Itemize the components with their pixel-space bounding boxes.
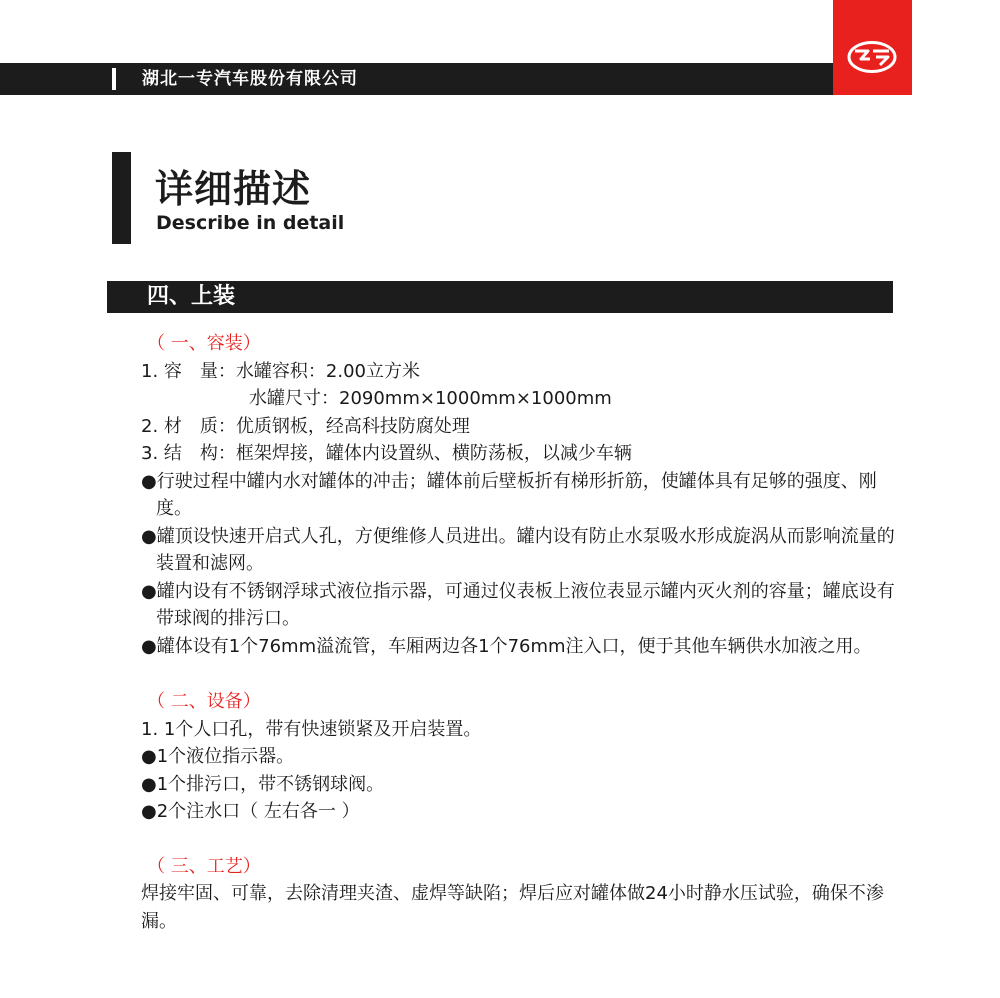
level-indicator-bullet: ●罐内设有不锈钢浮球式液位指示器，可通过仪表板上液位表显示罐内灭火剂的容量；罐底设有带球阀的排污口。 — [141, 580, 895, 629]
page-subtitle: Describe in detail — [156, 212, 345, 234]
process-text: 焊接牢固、可靠，去除清理夹渣、虚焊等缺陷；焊后应对罐体做24小时静水压试验，确保不渗漏。 — [141, 883, 884, 932]
overflow-bullet: ●罐体设有1个76mm溢流管，车厢两边各1个76mm注入口，便于其他车辆供水加液之用。 — [141, 635, 872, 657]
spacer — [141, 826, 896, 853]
company-name: 湖北一专汽车股份有限公司 — [142, 69, 358, 89]
equipment-item: 1. 1个人口孔，带有快速锁紧及开启装置。 — [141, 718, 482, 740]
page-title: 详细描述 — [155, 167, 312, 211]
process-title: （ 三、工艺） — [147, 855, 261, 877]
header-bar — [0, 63, 833, 95]
capacity-title: （ 一、容装） — [147, 333, 261, 354]
structure-line: 3. 结 构：框架焊接，罐体内设置纵、横防荡板，以减少车辆 — [141, 443, 632, 464]
company-logo — [833, 0, 912, 95]
material-line: 2. 材 质：优质钢板，经高科技防腐处理 — [141, 415, 470, 437]
equipment-item: ●1个液位指示器。 — [141, 746, 295, 767]
equipment-item: ●1个排污口，带不锈钢球阀。 — [141, 773, 385, 795]
capacity-line: 1. 容 量：水罐容积：2.00立方米 — [141, 360, 420, 382]
equipment-title: （ 二、设备） — [147, 691, 261, 712]
logo-icon — [846, 40, 898, 74]
equipment-item: ●2个注水口（ 左右各一 ） — [141, 801, 360, 822]
title-accent-bar — [112, 152, 131, 244]
structure-bullet: ●行驶过程中罐内水对罐体的冲击；罐体前后壁板折有梯形折筋，使罐体具有足够的强度、刚度。 — [141, 470, 877, 519]
header-divider — [112, 68, 116, 90]
section-heading: 四、上装 — [147, 284, 236, 309]
spacer — [141, 660, 896, 688]
manhole-bullet: ●罐顶设快速开启式人孔，方便维修人员进出。罐内设有防止水泵吸水形成旋涡从而影响流量的装置和滤网。 — [141, 525, 895, 574]
section-header — [107, 281, 893, 313]
tank-size-line: 水罐尺寸：2090mm×1000mm×1000mm — [249, 388, 612, 409]
description-content — [141, 330, 896, 935]
